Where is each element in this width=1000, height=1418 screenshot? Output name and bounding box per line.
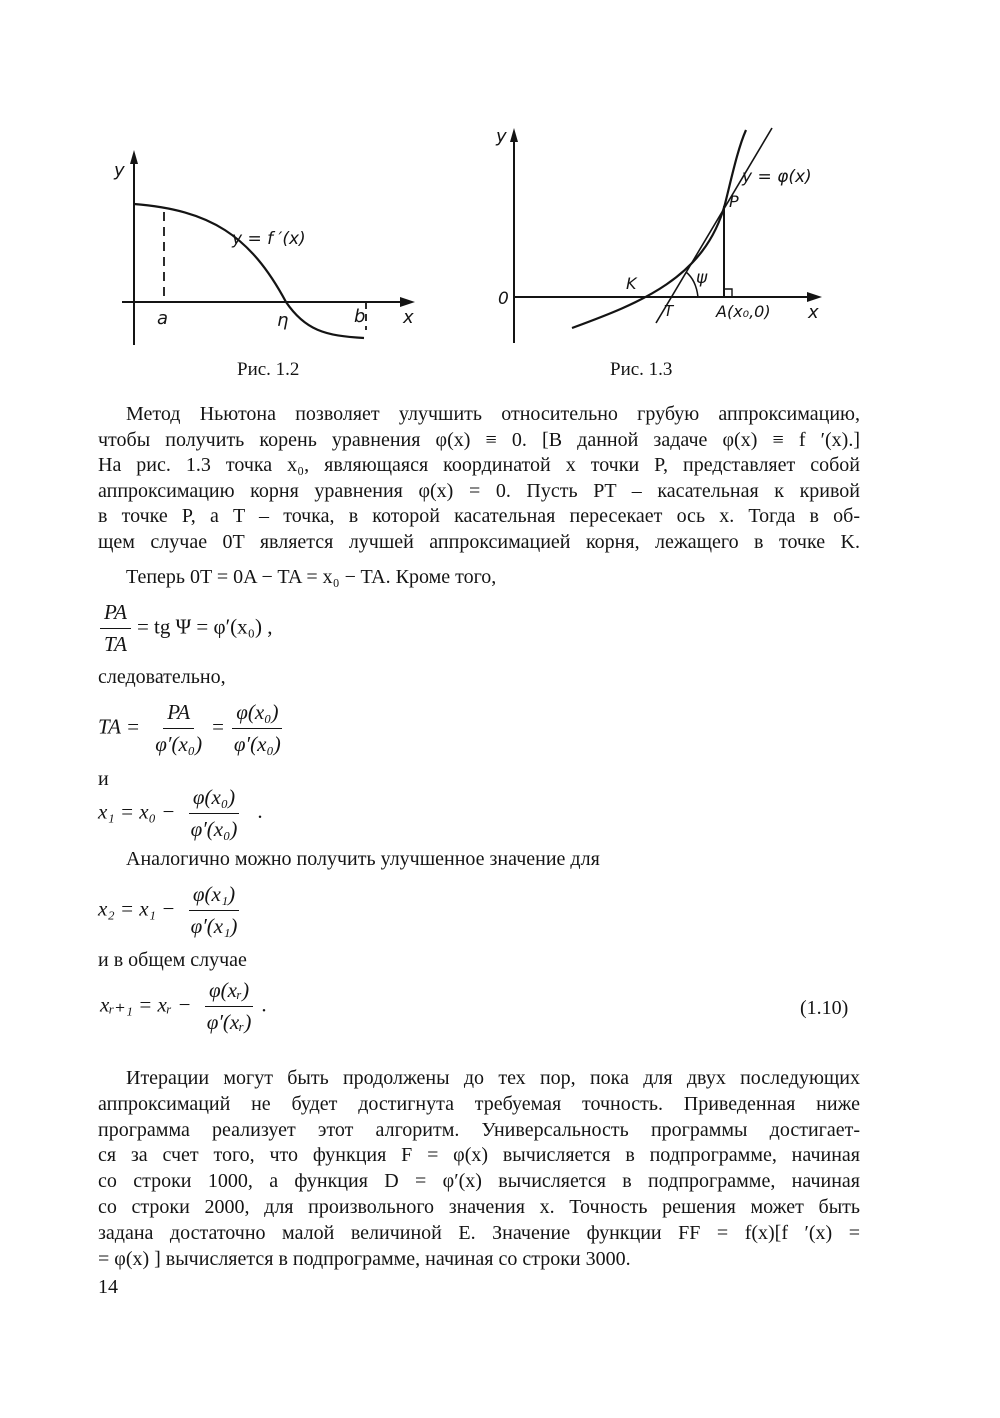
fig2-x-arrow-icon [400,297,415,307]
fig2-label-b: b [354,306,366,327]
equation-lhs: x₁ = x₀ − [98,799,176,824]
fig3-right-angle [724,289,732,297]
fraction [230,700,285,757]
fraction [187,882,242,939]
fraction-numerator: PA [100,600,131,629]
fraction [203,978,256,1035]
fraction [100,600,131,657]
equation-tangent [94,600,273,657]
fig2-axis-y-label: y [114,160,125,181]
equation-x1 [98,785,263,842]
paragraph2-line: = φ(x) ] вычисляется в подпрограмме, начиная со строки 3000. [98,1247,631,1270]
equation-lhs: TA = [98,714,140,739]
paragraph2-line: ся за счет того, что функция F = φ(x) вычисляется в подпрограмме, начиная [98,1144,860,1167]
paragraph1-line: На рис. 1.3 точка x₀, являющаяся координатой x точки P, представляет собой [98,454,860,476]
paragraph1-line: в точке P, а T – точка, в которой касательная пересекает ось x. Тогда в об- [98,505,860,527]
equals-sign: = [212,714,224,739]
equation-x2 [98,882,247,939]
fraction-denominator: φ′(x₀) [155,732,203,756]
paragraph1-line: Метод Ньютона позволяет улучшить относительно грубую аппроксимацию, [126,403,860,425]
fig3-tangent [656,128,772,323]
equation-lhs: xᵣ₊₁ = xᵣ − [100,992,192,1017]
paragraph2-line: со строки 2000, для произвольного значения x. Точность решения может быть [98,1195,860,1218]
equation-tail: . [261,992,267,1017]
fig2-y-arrow-icon [130,150,138,164]
fraction-numerator: φ(x₁) [189,882,239,911]
fig3-curve-label: y = φ(x) [742,167,812,187]
fraction-denominator: φ′(xᵣ) [206,1010,252,1034]
equation-lhs: x₂ = x₁ − [98,896,176,921]
figure-1-2 [100,140,430,360]
fig2-axis-x-label: x [403,307,414,328]
fig3-label-P: P [729,192,739,211]
page-number: 14 [98,1276,118,1298]
fig2-caption: Рис. 1.2 [237,359,300,380]
line-general-case: и в общем случае [98,949,247,971]
fraction-numerator: φ(xᵣ) [205,978,253,1007]
fraction-denominator: φ′(x₀) [190,817,238,841]
fraction-numerator: φ(x₀) [189,785,239,814]
fig2-curve-label: y = f ′(x) [232,229,306,249]
paragraph2-line: аппроксимаций не будет достигнута требуемая точность. Приведенная ниже [98,1092,860,1115]
paragraph2-line: Итерации могут быть продолжены до тех пор, пока для двух последующих [126,1067,860,1089]
paragraph1-line: аппроксимацию корня уравнения φ(x) = 0. Пусть PT – касательная к кривой [98,479,860,502]
fig3-label-K: K [626,274,637,293]
paragraph1-line: чтобы получить корень уравнения φ(x) ≡ 0. [В данной задаче φ(x) ≡ f ′(x).] [98,428,860,451]
paragraph1-line: щем случае 0T является лучшей аппроксимацией корня, лежащего в точке K. [98,530,860,553]
paragraph2-line: программа реализует этот алгоритм. Универсальность программы достигает- [98,1118,860,1141]
fraction-numerator: PA [163,700,194,729]
paragraph-iterations [98,1066,860,1272]
fig3-origin-label: 0 [498,289,509,309]
line-similarly: Аналогично можно получить улучшенное значение для [126,848,600,870]
fig3-x-arrow-icon [807,292,822,302]
equation-rhs: = tg Ψ = φ′(x₀) , [136,614,273,639]
paragraph2-line: со строки 1000, а функция D = φ′(x) вычисляется в подпрограмме, начиная [98,1170,860,1193]
fig3-label-psi: ψ [696,268,708,288]
fig3-label-T: T [664,302,674,320]
paragraph2-line: задана достаточно малой величиной E. Значение функции FF = f(x)[f ′(x) = [98,1221,860,1244]
fraction-numerator: φ(x₀) [232,700,282,729]
paragraph-newton-method [98,402,860,555]
fig3-caption: Рис. 1.3 [610,359,673,380]
equation-TA [98,700,291,757]
fig3-axis-y-label: y [496,126,507,147]
fig3-curve [572,130,746,328]
equation-number: (1.10) [800,997,849,1019]
word-therefore: следовательно, [98,666,226,688]
line-now: Теперь 0T = 0A − TA = x₀ − TA. Кроме того, [126,566,497,588]
fraction-denominator: TA [104,632,127,656]
fig3-axis-x-label: x [808,302,819,323]
fraction [187,785,242,842]
fig3-label-A: A(x₀,0) [716,302,771,321]
fig2-curve [134,204,364,338]
fig3-y-arrow-icon [510,128,518,142]
figure-1-3 [490,118,840,348]
equation-general [100,978,267,1035]
word-and: и [98,768,109,790]
equation-tail: . [257,799,263,824]
fig2-label-eta: η [277,310,289,331]
fraction [151,700,206,757]
fig2-label-a: a [157,308,169,329]
fraction-denominator: φ′(x₀) [233,732,281,756]
fraction-denominator: φ′(x₁) [190,914,238,938]
